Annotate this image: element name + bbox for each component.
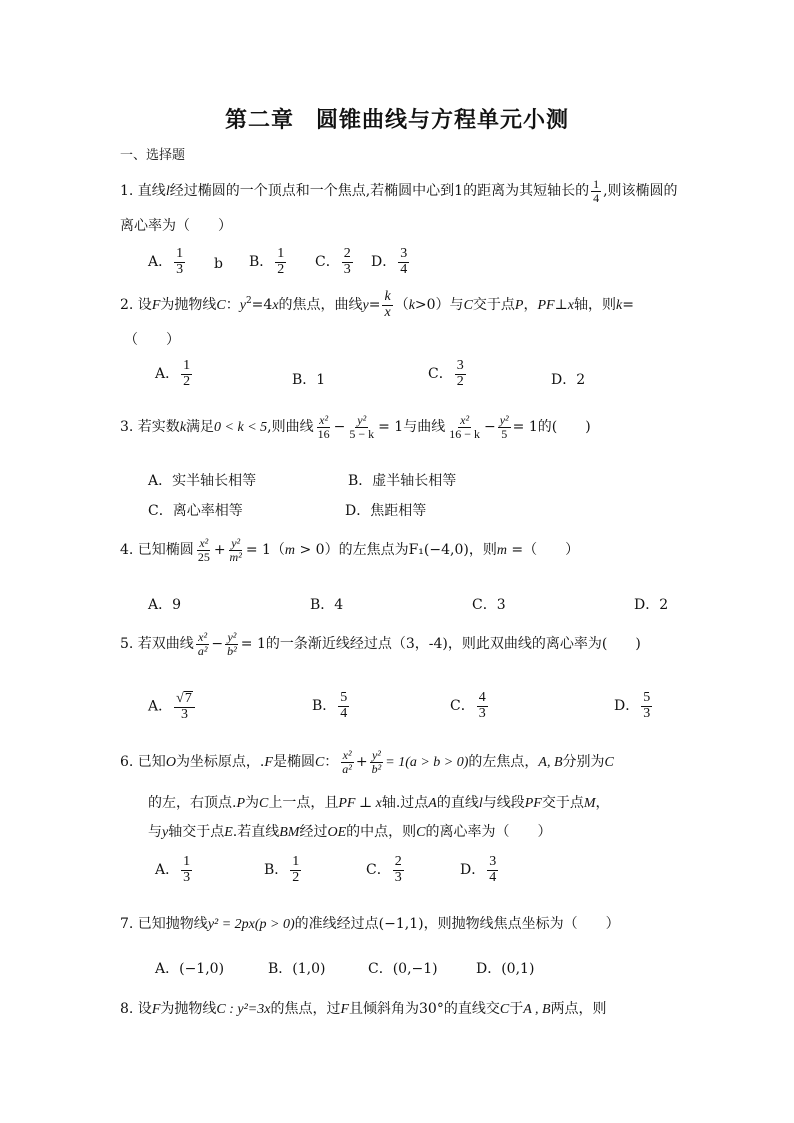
q1-option-b: B． $\frac{1}{2}$ xyxy=(249,246,285,277)
q2-option-c: C． $\frac{3}{2}$ xyxy=(428,358,464,389)
q2-option-d: D．2 xyxy=(551,372,586,388)
q3-option-d: D．焦距相等 xyxy=(345,503,427,519)
q7-option-d: D．(0,1) xyxy=(476,961,535,977)
question-6-line-3: 与y轴交于点E.若直线BM经过OE的中点，则C的离心率为（ ） xyxy=(148,824,552,840)
q1-option-c: C． $\frac{2}{3}$ xyxy=(315,246,351,277)
question-4-line-1: 4. 已知椭圆 $\frac{\text{x²}}{25}$ + $\frac{\text{y²}}{\text{m²}}$ = 1（m > 0）的左焦点为F₁(−4,0)，则m =（ ） xyxy=(120,536,580,564)
q3-option-c: C．离心率相等 xyxy=(148,503,243,519)
page-title xyxy=(0,103,794,134)
q6-option-b: B． $\frac{1}{2}$ xyxy=(264,854,300,885)
question-6-line-1: 6. 已知O为坐标原点，.F是椭圆C： $\frac{\text{x²}}{\text{a²}}$ + $\frac{\text{y²}}{\text{b²}}$ = 1(a > b > 0)的左焦点，A, B分别为C xyxy=(120,748,614,776)
q5-option-c: C． $\frac{4}{3}$ xyxy=(450,690,486,721)
q1-option-d: D． $\frac{3}{4}$ xyxy=(371,246,408,277)
q4-option-b: B．4 xyxy=(310,597,344,613)
q1-option-a: A． $\frac{1}{3}$ xyxy=(148,246,184,277)
q4-option-a: A．9 xyxy=(148,597,182,613)
q4-option-c: C．3 xyxy=(472,597,506,613)
question-1-line-2: 离心率为（ ） xyxy=(120,218,232,234)
q4-option-d: D．2 xyxy=(634,597,669,613)
question-6-line-2: 的左，右顶点.P为C上一点，且PF ⊥ x轴.过点A的直线l与线段PF交于点M， xyxy=(148,795,610,811)
title-topic: 圆锥曲线与方程单元小测 xyxy=(316,108,570,133)
question-1-line-1: 1. 直线l经过椭圆的一个顶点和一个焦点,若椭圆中心到1的距离为其短轴长的 $\frac{1}{4}$ ,则该椭圆的 xyxy=(120,177,678,205)
q1-stray-mark: b xyxy=(214,256,223,272)
q5-option-b: B． $\frac{5}{4}$ xyxy=(312,690,348,721)
q7-option-a: A．(−1,0) xyxy=(155,961,225,977)
question-3-line-1: 3. 若实数k满足0 < k < 5,则曲线 $\frac{\text{x²}}{16}$ − $\frac{\text{y²}}{5 - k}$ = 1与曲线 $\frac{\text{x²}}{16 - k}$ − $\frac{\text{y²}}{5}$ = 1的( ) xyxy=(120,413,591,441)
q6-option-a: A． $\frac{1}{3}$ xyxy=(155,854,191,885)
q3-option-b: B．虚半轴长相等 xyxy=(348,473,457,489)
question-5-line-1: 5. 若双曲线 $\frac{\text{x²}}{\text{a²}}$ − $\frac{\text{y²}}{\text{b²}}$ = 1的一条渐近线经过点（3，-4)，则此双曲线的离心率为( ) xyxy=(120,630,641,658)
question-7-line-1: 7. 已知抛物线y² = 2px(p > 0)的准线经过点(−1,1)，则抛物线焦点坐标为（ ） xyxy=(120,916,620,932)
q2-option-a: A． $\frac{1}{2}$ xyxy=(155,358,191,389)
q3-option-a: A．实半轴长相等 xyxy=(148,473,257,489)
q5-option-d: D． $\frac{5}{3}$ xyxy=(614,690,651,721)
section-heading: 一、选择题 xyxy=(120,148,186,163)
q5-option-a: A． $\frac{√7}{3}$ xyxy=(148,691,197,722)
q7-option-c: C．(0,−1) xyxy=(368,961,438,977)
question-2-line-2: （ ） xyxy=(124,332,180,348)
question-8-line-1: 8. 设F为抛物线C : y²=3x的焦点，过F且倾斜角为30°的直线交C于A , B两点，则 xyxy=(120,1001,607,1017)
title-chapter: 第二章 xyxy=(224,108,294,133)
q7-option-b: B．(1,0) xyxy=(268,961,326,977)
question-2-line-1: 2. 设F为抛物线C：$y^2=4x$的焦点，曲线y= $\frac{k}{x}$ （k>0）与C交于点P，PF⊥x轴，则k= xyxy=(120,289,634,320)
q6-option-d: D． $\frac{3}{4}$ xyxy=(460,854,497,885)
q2-option-b: B．1 xyxy=(292,372,326,388)
fraction: $\frac{1}{4}$ xyxy=(593,177,600,205)
q6-option-c: C． $\frac{2}{3}$ xyxy=(366,854,402,885)
